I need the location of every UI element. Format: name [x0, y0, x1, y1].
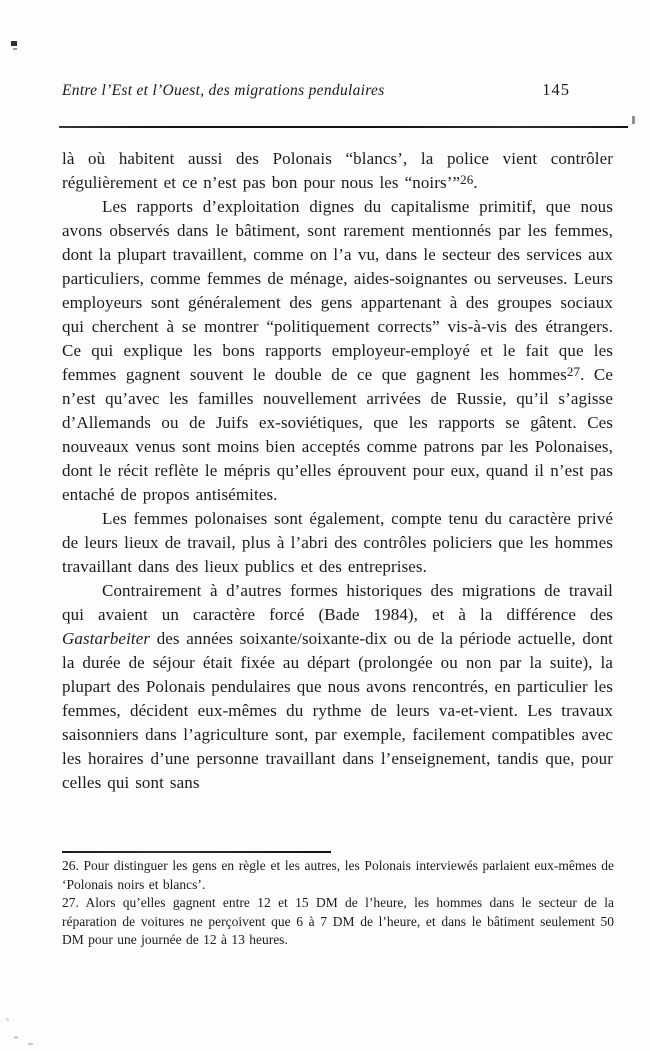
footnote-separator-rule — [62, 851, 331, 853]
paragraph-text: Contrairement à d’autres formes historiques des migrations de travail qui avaient un caractère forcé (Bade 1984), et à la différence des — [62, 581, 613, 624]
page-body — [62, 147, 613, 795]
running-title: Entre l’Est et l’Ouest, des migrations pendulaires — [62, 82, 385, 99]
paragraph-text: . — [473, 173, 478, 192]
scan-artifact — [28, 1043, 33, 1045]
paragraph-text: . Ce n’est qu’avec les familles nouvellement arrivées de Russie, qu’il s’agisse d’Allemands ou de Juifs ex-soviétiques, que les rapports se gâtent. Ces nouveaux venus sont moins bien acceptés comme patrons par les Polonaises, dont le récit reflète le mépris qu’elles éprouvent pour eux, quand il n’est pas entaché de propos antisémites. — [62, 365, 614, 504]
paragraph-text: des années soixante/soixante-dix ou de la période actuelle, dont la durée de séjour était fixée au départ (prolongée ou non par la suite), la plupart des Polonais pendulaires que nous avons rencontrés, en particulier les femmes, décident eux-mêmes du rythme de leurs va-et-vient. Les travaux saisonniers dans l’agriculture sont, par exemple, facilement compatibles avec les horaires d’une personne travaillant dans l’enseignement, tandis que, pour celles qui sont sans — [62, 629, 613, 792]
scan-artifact — [13, 48, 17, 50]
paragraph-1 — [62, 147, 613, 195]
gastarbeiter-term: Gastarbeiter — [62, 629, 151, 648]
footnote-26: 26. Pour distinguer les gens en règle et les autres, les Polonais interviewés parlaient eux-mêmes de ‘Polonais noirs et blancs’. — [62, 858, 614, 892]
scan-artifact — [632, 116, 635, 124]
footnote-ref-26: 26 — [460, 172, 474, 187]
paragraph-text: là où habitent aussi des Polonais “blancs’, la police vient contrôler régulièrement et ce n’est pas bon pour nous les “noirs’” — [62, 149, 613, 192]
paragraph-text: Les rapports d’exploitation dignes du capitalisme primitif, que nous avons observés dans le bâtiment, sont rarement mentionnés par les femmes, dont la plupart travaillent, comme on l’a vu, dans le secteur des services aux particuliers, comme femmes de ménage, aides-soignantes ou serveuses. Leurs employeurs sont généralement des gens appartenant à des groupes sociaux qui cherchent à se montrer “politiquement corrects” vis-à-vis des étrangers. Ce qui explique les bons rapports employeur-employé et le fait que les femmes gagnent souvent le double de ce que gagnent les hommes — [62, 197, 613, 384]
paragraph-4 — [62, 579, 613, 795]
paragraph-3 — [62, 507, 613, 579]
scan-artifact — [11, 41, 17, 46]
paragraph-2 — [62, 195, 613, 507]
footnote-27: 27. Alors qu’elles gagnent entre 12 et 15 DM de l’heure, les hommes dans le secteur de la réparation de voitures ne perçoivent que 6 à 7 DM de l’heure, et dans le bâtiment seulement 50 DM pour une journée de 12 à 13 heures. — [62, 895, 614, 947]
footnote-ref-27: 27 — [566, 364, 581, 379]
page-number: 145 — [542, 80, 570, 99]
footnotes — [62, 857, 614, 950]
scan-artifact — [6, 1018, 9, 1021]
scan-artifact — [14, 1036, 18, 1039]
header-rule — [59, 126, 628, 128]
paragraph-text: Les femmes polonaises sont également, compte tenu du caractère privé de leurs lieux de travail, plus à l’abri des contrôles policiers que les hommes travaillant dans des lieux publics et des entreprises. — [62, 509, 613, 576]
page-header — [62, 80, 613, 100]
